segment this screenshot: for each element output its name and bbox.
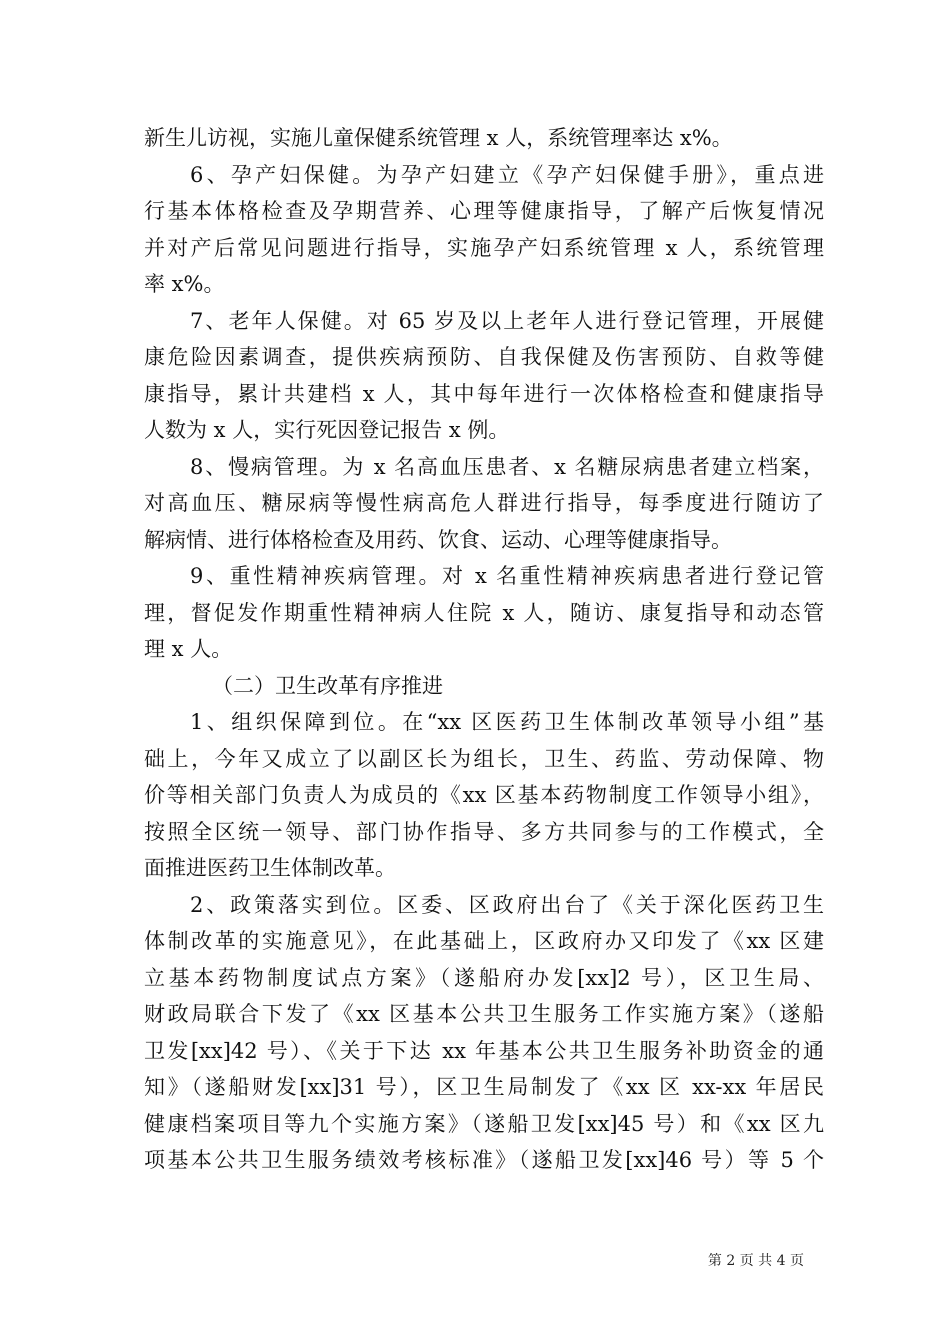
text-line: 财政局联合下发了《xx 区基本公共卫生服务工作实施方案》（遂船 [144,1002,824,1026]
text-line: 按照全区统一领导、部门协作指导、多方共同参与的工作模式，全 [144,819,824,844]
text-line: 并对产后常见问题进行指导，实施孕产妇系统管理 x 人，系统管理 [144,235,824,260]
section-heading [144,668,824,705]
text-line: 8、慢病管理。为 x 名高血压患者、x 名糖尿病患者建立档案， [190,454,824,479]
text-line: 人数为 x 人，实行死因登记报告 x 例。 [144,418,510,442]
text-line: 理 x 人。 [144,637,233,661]
text-line: 1、组织保障到位。在“xx 区医药卫生体制改革领导小组”基 [190,710,824,734]
text-line: 卫发[xx]42 号）、《关于下达 xx 年基本公共卫生服务补助资金的通 [144,1038,824,1063]
text-line: 2、政策落实到位。区委、区政府出台了《关于深化医药卫生 [190,892,824,917]
text-line: 面推进医药卫生体制改革。 [144,856,396,880]
text-line: 新生儿访视，实施儿童保健系统管理 x 人，系统管理率达 x%。 [144,126,733,150]
text-line: 础上，今年又成立了以副区长为组长，卫生、药监、劳动保障、物 [144,746,824,771]
paragraph-organization [144,704,824,887]
text-line: 率 x%。 [144,272,225,296]
text-line: 体制改革的实施意见》，在此基础上，区政府办又印发了《xx 区建 [144,929,824,953]
text-line: 9、重性精神疾病管理。对 x 名重性精神疾病患者进行登记管 [190,564,824,588]
text-line: 7、老年人保健。对 65 岁及以上老年人进行登记管理，开展健 [190,308,824,333]
page-number: 第 2 页 共 4 页 [707,1253,804,1269]
paragraph-chronic-disease [144,449,824,559]
text-line: 知》（遂船财发[xx]31 号），区卫生局制发了《xx 区 xx-xx 年居民 [144,1075,824,1099]
text-line: 对高血压、糖尿病等慢性病高危人群进行指导，每季度进行随访了 [144,491,824,515]
text-line: 6、孕产妇保健。为孕产妇建立《孕产妇保健手册》，重点进 [190,162,824,187]
text-line: 理，督促发作期重性精神病人住院 x 人，随访、康复指导和动态管 [144,600,824,625]
text-line: 康危险因素调查，提供疾病预防、自我保健及伤害预防、自救等健 [144,345,824,369]
paragraph-policy [144,887,824,1179]
text-line: 健康档案项目等九个实施方案》（遂船卫发[xx]45 号）和《xx 区九 [144,1111,824,1136]
text-line: 立基本药物制度试点方案》（遂船府办发[xx]2 号），区卫生局、 [144,965,824,990]
document-body [144,120,824,1179]
text-line: 价等相关部门负责人为成员的《xx 区基本药物制度工作领导小组》， [144,783,824,807]
text-line: 解病情、进行体格检查及用药、饮食、运动、心理等健康指导。 [144,527,732,552]
paragraph-maternal-care [144,157,824,303]
paragraph-elderly-care [144,303,824,449]
heading-text: （二）卫生改革有序推进 [212,673,443,698]
text-line: 项基本公共卫生服务绩效考核标准》（遂船卫发[xx]46 号）等 5 个 [144,1148,824,1172]
text-line: 行基本体格检查及孕期营养、心理等健康指导，了解产后恢复情况 [144,199,824,223]
paragraph-continuation [144,120,824,157]
text-line: 康指导，累计共建档 x 人，其中每年进行一次体格检查和健康指导 [144,381,824,406]
paragraph-mental-illness [144,558,824,668]
